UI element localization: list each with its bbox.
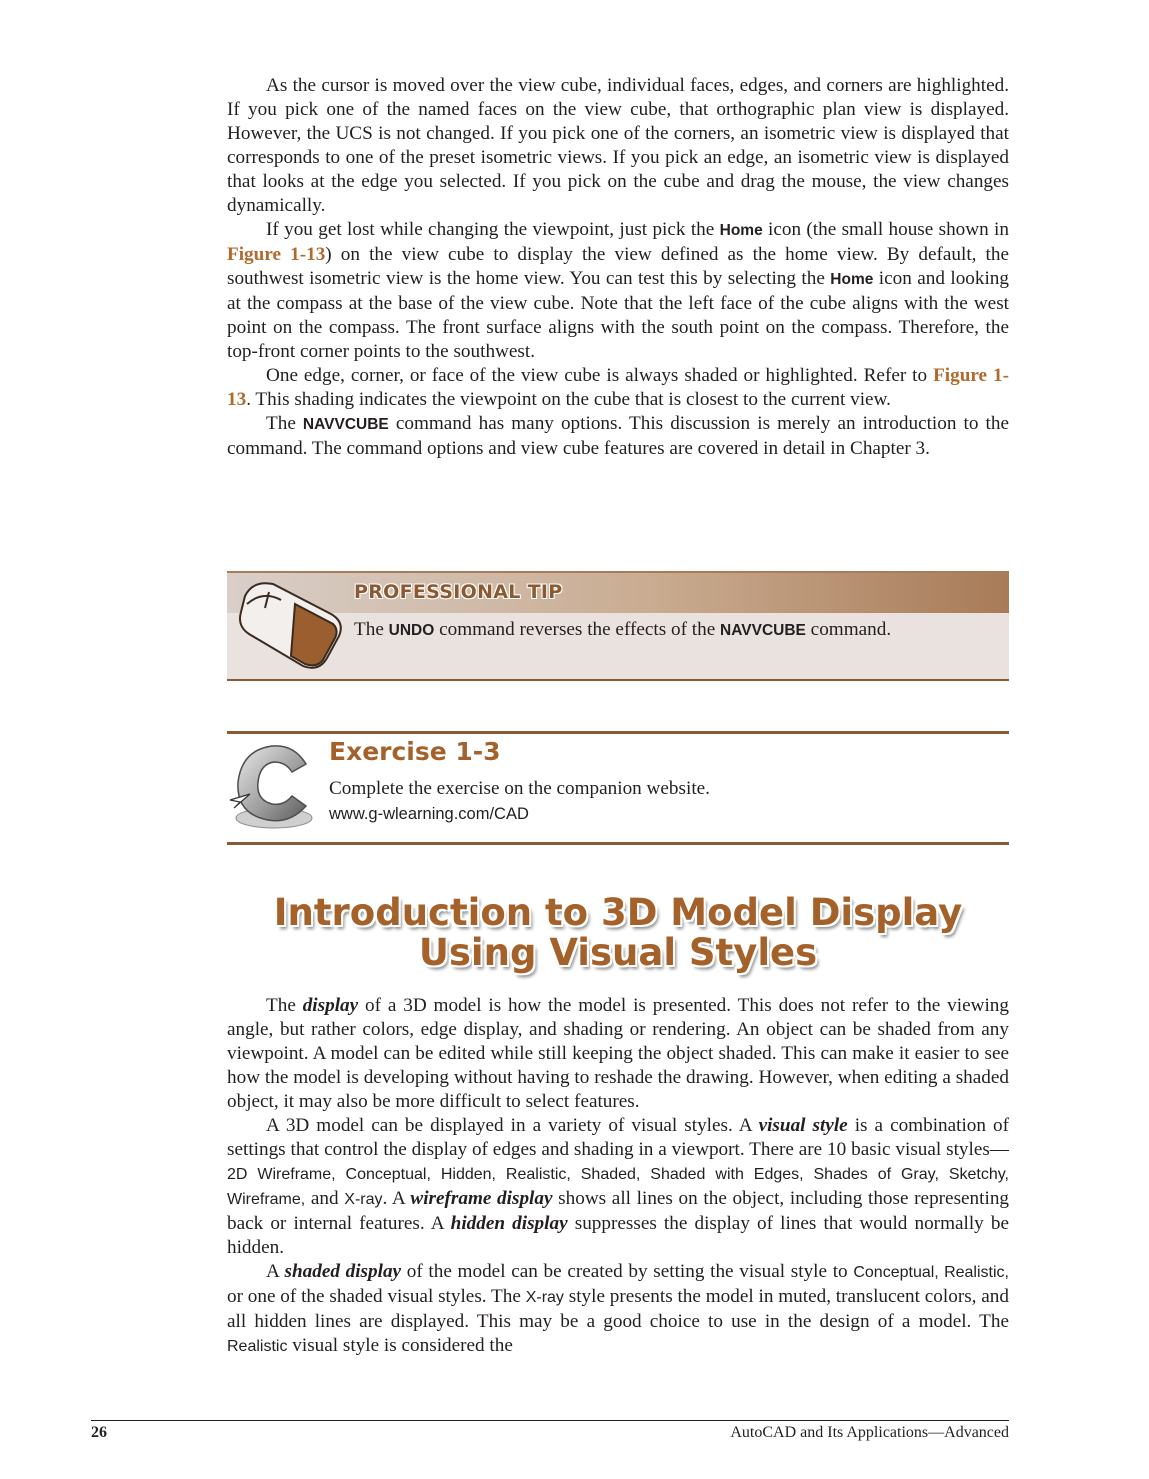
figure-reference[interactable]: Figure 1-13 — [227, 365, 1009, 410]
paragraph-display-definition: The display of a 3D model is how the model is presented. This does not refer to the viewing angle, but rather colors, edge display, and shading or rendering. An object can be shaded from any viewpoint. A model can be edited while still keeping the object shaded. This can make it easier to see how the model is developing without having to reshade the drawing. However, when editing a shaded object, it may also be more difficult to select features. — [227, 995, 1009, 1112]
visual-style-names: Conceptual, Realistic, — [853, 1264, 1009, 1281]
navvcube-command: NAVVCUBE — [720, 622, 806, 639]
paragraph-navvcube: The NAVVCUBE command has many options. This discussion is merely an introduction to the command. The command options and view cube features are covered in detail in Chapter 3. — [227, 413, 1009, 459]
intro-text-block — [227, 74, 1009, 461]
figure-reference[interactable]: Figure 1-13 — [227, 244, 326, 265]
exercise-title: Exercise 1-3 — [329, 737, 501, 766]
exercise-c-icon — [228, 738, 320, 834]
undo-command: UNDO — [388, 622, 435, 639]
display-text-block — [227, 994, 1009, 1359]
exercise-text: Complete the exercise on the companion website. — [329, 778, 710, 799]
paragraph-shading: One edge, corner, or face of the view cube is always shaded or highlighted. Refer to Figure 1-13. This shading indicates the viewpoint on the cube that is closest to the current view. — [227, 365, 1009, 410]
visual-style-names: 2D Wireframe, Conceptual, Hidden, Realistic, Shaded, Shaded with Edges, Shades of Gray, Sketchy, Wireframe, — [227, 1166, 1009, 1208]
tip-title: PROFESSIONAL TIP — [354, 581, 563, 603]
visual-style-xray: X-ray — [344, 1191, 383, 1208]
tip-text: The UNDO command reverses the effects of the NAVVCUBE command. — [354, 619, 892, 640]
visual-style-realistic: Realistic — [227, 1338, 288, 1355]
paragraph-home-icon: If you get lost while changing the viewpoint, just pick the Home icon (the small house shown in Figure 1-13) on the view cube to display the view defined as the home view. By default, the southwest isometric view is the home view. You can test this by selecting the Home icon and looking at the compass at the base of the view cube. Note that the left face of the cube aligns with the west point on the compass. The front surface aligns with the south point on the compass. Therefore, the top-front corner points to the southwest. — [227, 219, 1009, 362]
paragraph-visual-styles: A 3D model can be displayed in a variety of visual styles. A visual style is a combination of settings that control the display of edges and shading in a viewport. There are 10 basic visual styles—2D Wireframe, Conceptual, Hidden, Realistic, Shaded, Shaded with Edges, Shades of Gray, Sketchy, Wireframe, and X-ray. A wireframe display shows all lines on the object, including those representing back or internal features. A hidden display suppresses the display of lines that would normally be hidden. — [227, 1115, 1010, 1258]
home-command: Home — [719, 222, 763, 239]
running-footer-title: AutoCAD and Its Applications—Advanced — [730, 1424, 1009, 1441]
home-command: Home — [830, 271, 874, 288]
page-number: 26 — [91, 1424, 107, 1441]
exercise-bottom-rule — [227, 842, 1009, 845]
section-heading-line-2: Using Visual Styles — [418, 931, 818, 974]
footer-rule — [91, 1420, 1009, 1421]
professional-tip-box — [227, 571, 1009, 681]
term-visual-style: visual style — [758, 1115, 848, 1136]
term-hidden-display: hidden display — [450, 1213, 568, 1234]
term-wireframe-display: wireframe display — [410, 1188, 553, 1209]
paragraph-shaded-display: A shaded display of the model can be created by setting the visual style to Conceptual, Realistic, or one of the shaded visual styles. The X-ray style presents the model in muted, translucent colors, and all hidden lines are displayed. This may be a good choice to use in the design of a model. The Realistic visual style is considered the — [227, 1261, 1009, 1356]
term-display: display — [302, 995, 359, 1016]
section-heading — [200, 893, 1036, 973]
paragraph-view-cube-cursor: As the cursor is moved over the view cube, individual faces, edges, and corners are highlighted. If you pick one of the named faces on the view cube, that orthographic plan view is displayed. However, the UCS is not changed. If you pick one of the corners, an isometric view is displayed that corresponds to one of the preset isometric views. If you pick an edge, an isometric view is displayed that looks at the edge you selected. If you pick on the cube and drag the mouse, the view changes dynamically. — [227, 75, 1009, 216]
mouse-icon — [235, 574, 350, 674]
exercise-top-rule — [227, 731, 1009, 734]
term-shaded-display: shaded display — [284, 1261, 402, 1282]
navvcube-command: NAVVCUBE — [302, 416, 389, 433]
visual-style-xray: X-ray — [525, 1289, 564, 1306]
section-heading-line-1: Introduction to 3D Model Display — [273, 891, 963, 934]
exercise-url-link[interactable]: www.g-wlearning.com/CAD — [329, 805, 529, 823]
